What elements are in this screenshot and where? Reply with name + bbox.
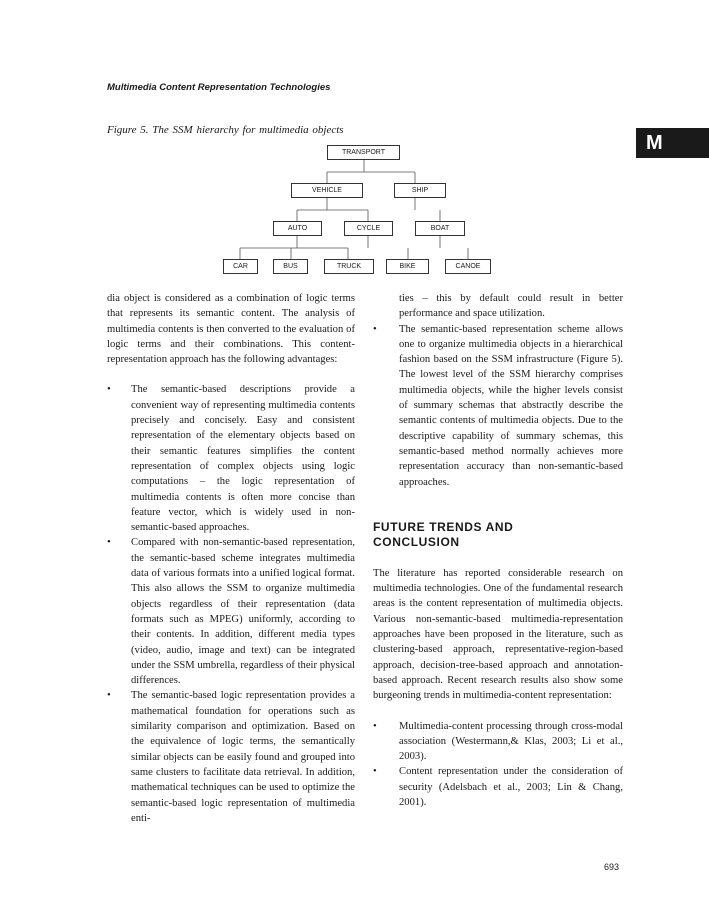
node-cycle: CYCLE	[344, 221, 393, 236]
section-heading	[373, 520, 623, 550]
node-car: CAR	[223, 259, 258, 274]
bullet-marker: •	[107, 384, 111, 396]
node-bus: BUS	[273, 259, 308, 274]
bullet-marker: •	[373, 766, 377, 778]
bullet-marker: •	[373, 323, 377, 335]
advantage-bullet	[373, 322, 623, 490]
bullet-text: Compared with non-semantic-based representation, the semantic-based scheme integrates multimedia data of various formats into a unified logical format. This also allows the SSM to organize multimedia objects regardless of their representation (data formats such as MPEG) uniformly, according to their contents. In addition, different media types (video, audio, image and text) can be integrated under the SSM umbrella, regardless of their physical differences.	[131, 537, 355, 687]
bullet-marker: •	[107, 537, 111, 549]
node-canoe: CANOE	[445, 259, 491, 274]
intro-paragraph: dia object is considered as a combination of logic terms that represents its semantic content. The analysis of multimedia contents is then converted to the evaluation of logic terms and their combinations. This content-representation approach has the following advantages:	[107, 293, 355, 366]
node-ship: SHIP	[394, 183, 446, 198]
running-head: Multimedia Content Representation Technologies	[107, 82, 331, 93]
node-auto: AUTO	[273, 221, 322, 236]
conclusion-paragraph: The literature has reported considerable research on multimedia technologies. One of the fundamental research areas is the content representation of multimedia objects. Various non-semantic-based multimedia-representation approaches have been proposed in the literature, such as clustering-based approach, representative-region-based approach, decision-tree-based approach and annotation-based approach. Recent research results also show some burgeoning trends in multimedia-content representation:	[373, 567, 623, 702]
trend-bullet	[373, 764, 623, 810]
section-heading-line: CONCLUSION	[373, 534, 460, 549]
bullet-text: The semantic-based logic representation provides a mathematical foundation for operations such as similarity comparison and optimization. Based on the equivalence of logic terms, the semantically similar objects can be easily found and grouped into same clusters to facilitate data retrieval. In addition, mathematical techniques can be used to optimize the semantic-based logic representation of multimedia enti-	[131, 690, 355, 824]
figure-caption: Figure 5. The SSM hierarchy for multimedia objects	[107, 124, 344, 136]
left-column	[107, 291, 355, 826]
node-transport: TRANSPORT	[327, 145, 400, 160]
section-heading-line: FUTURE TRENDS AND	[373, 519, 514, 534]
node-truck: TRUCK	[324, 259, 374, 274]
node-vehicle: VEHICLE	[291, 183, 363, 198]
bullet-text: The semantic-based representation scheme allows one to organize multimedia objects in a hierarchical fashion based on the SSM infrastructure (Figure 5). The lowest level of the SSM hierarchy comprises multimedia objects, while the higher levels consist of summary schemas that abstractly describe the semantic contents of multimedia objects. Due to the descriptive capability of summary schemas, this semantic-based method normally achieves more representation accuracy than non-semantic-based approaches.	[399, 323, 623, 488]
bullet-text: Content representation under the consideration of security (Adelsbach et al., 2003; Lin & Chang, 2001).	[399, 766, 623, 809]
section-tab: M	[636, 128, 709, 158]
advantage-bullet	[107, 535, 355, 688]
bullet-marker: •	[373, 720, 377, 732]
page-number: 693	[604, 862, 620, 872]
node-bike: BIKE	[386, 259, 429, 274]
advantage-bullet	[107, 688, 355, 826]
bullet-text: Multimedia-content processing through cross-modal association (Westermann,& Klas, 2003; Li et al., 2003).	[399, 720, 623, 763]
right-column	[373, 291, 623, 810]
bullet-marker: •	[107, 690, 111, 702]
continuation-text: ties – this by default could result in better performance and space utilization.	[399, 293, 623, 320]
trend-bullet	[373, 719, 623, 765]
advantage-bullet	[107, 382, 355, 535]
node-boat: BOAT	[415, 221, 465, 236]
bullet-text: The semantic-based descriptions provide a convenient way of representing multimedia contents precisely and concisely. Easy and consistent representation of the elementary objects based on their semantic features simplifies the content representation of complex objects using logic computations – the logic representation of multimedia contents is often more concise than feature vector, which is widely used in non-semantic-based approaches.	[131, 384, 355, 534]
